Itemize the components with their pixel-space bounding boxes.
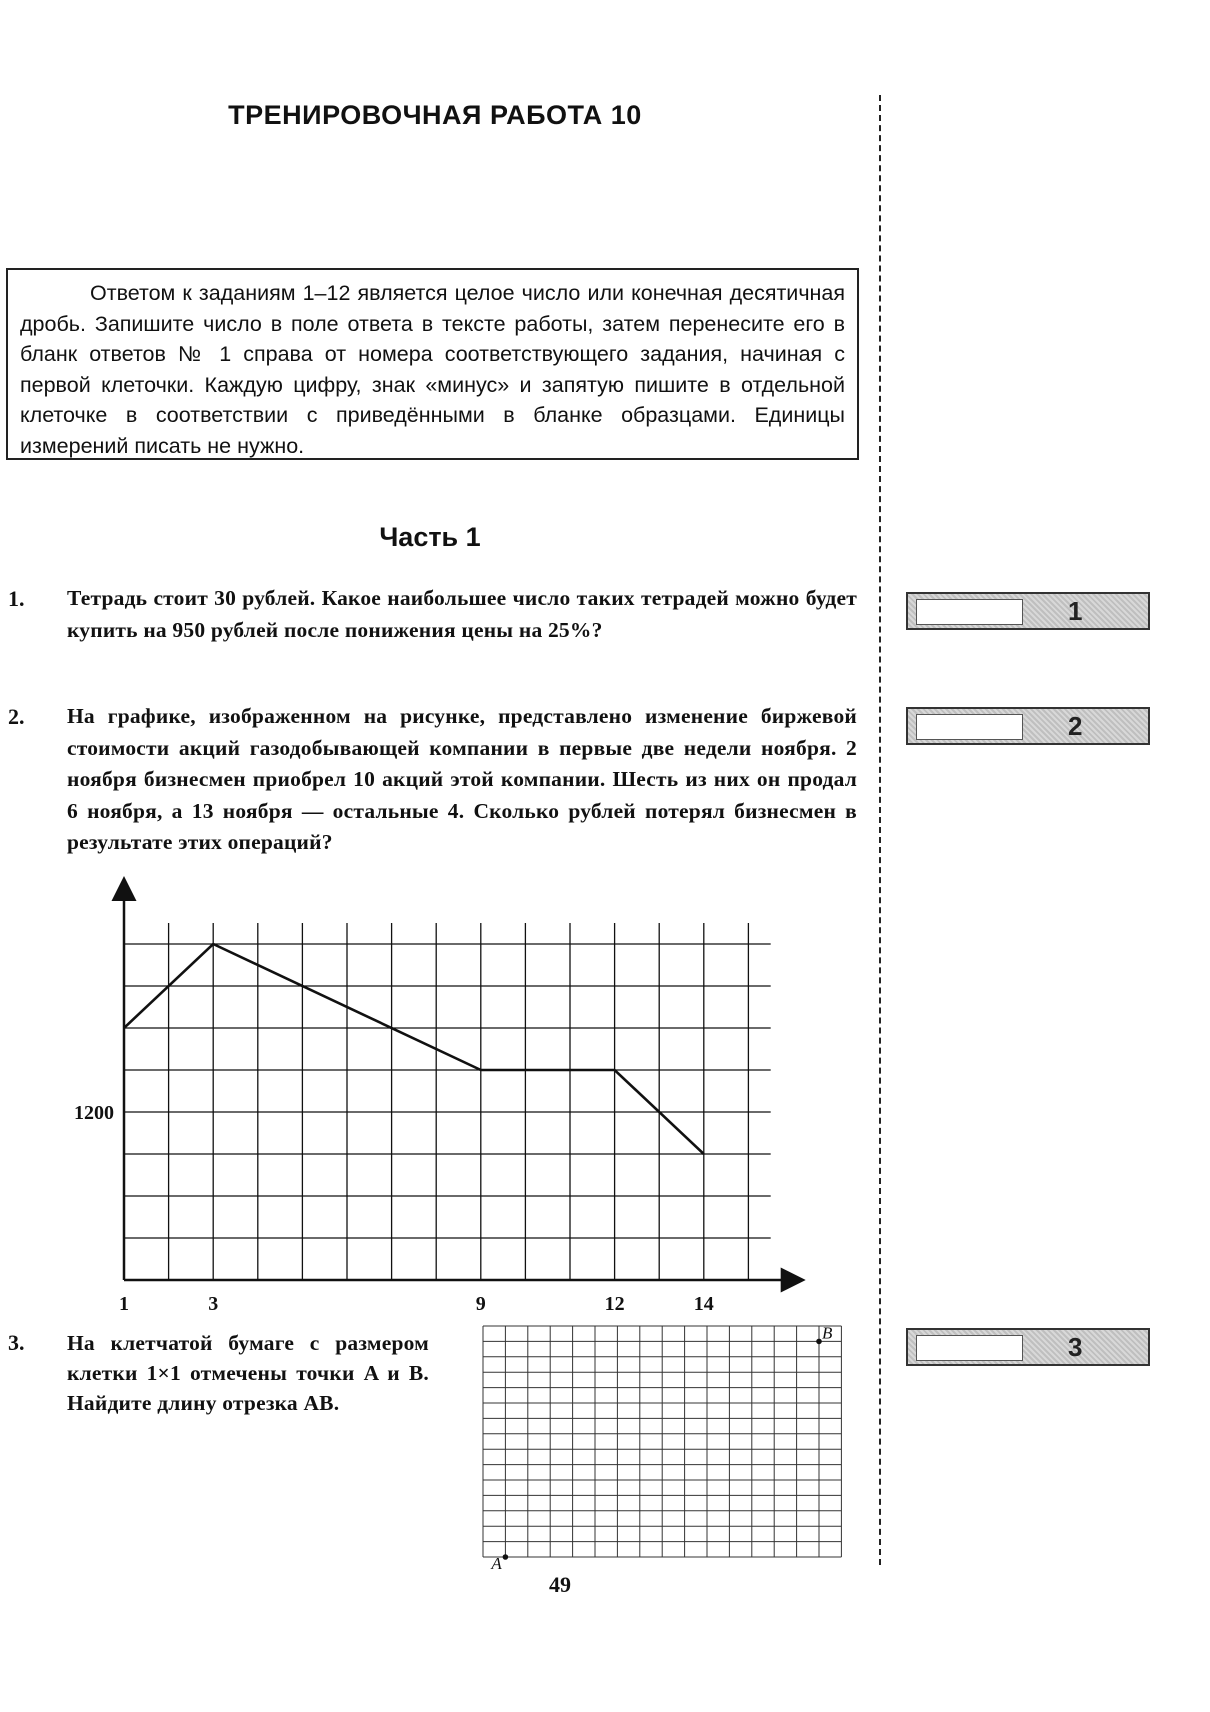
answer-box-1	[906, 592, 1150, 630]
answer-box-2-label: 2	[1068, 711, 1083, 741]
x-tick-label: 3	[208, 1293, 219, 1315]
cut-line	[879, 95, 881, 1565]
task-2-number: 2.	[8, 704, 25, 729]
y-tick-labels	[74, 1102, 114, 1124]
paper-grid	[483, 1326, 841, 1557]
x-tick-labels	[119, 1293, 714, 1315]
answer-box-2	[906, 707, 1150, 745]
stock-price-chart	[40, 875, 810, 1315]
checkered-grid-figure	[478, 1322, 858, 1572]
answer-box-3	[906, 1328, 1150, 1366]
x-tick-label: 12	[604, 1293, 625, 1315]
task-1-number: 1.	[8, 586, 25, 611]
answer-field-1[interactable]	[916, 599, 1023, 625]
point-a	[503, 1554, 509, 1560]
point-a-label: A	[491, 1554, 502, 1572]
y-tick-label: 1200	[74, 1102, 114, 1124]
point-b-label: B	[822, 1323, 833, 1343]
x-tick-label: 9	[475, 1293, 486, 1315]
answer-field-2[interactable]	[916, 714, 1023, 740]
page-number: 49	[549, 1572, 571, 1597]
page-title: ТРЕНИРОВОЧНАЯ РАБОТА 10	[228, 100, 642, 130]
instructions-text: Ответом к заданиям 1–12 является целое число или конечная десятичная дробь. Запишите число в поле ответа в тексте работы, затем перенесите его в бланк ответов № 1 справа от номера соответствующего задания, начиная с первой клеточки. Каждую цифру, знак «минус» и запятую пишите в отдельной клеточке в соответствии с приведёнными в бланке образцами. Единицы измерений писать не нужно.	[20, 281, 845, 458]
x-tick-label: 1	[119, 1293, 129, 1315]
answer-box-1-label: 1	[1068, 596, 1083, 626]
answer-box-3-label: 3	[1068, 1332, 1083, 1362]
point-b	[816, 1339, 822, 1345]
task-3-text: На клетчатой бумаге с размером клетки 1×1 отмечены точки A и B. Найдите длину отрезка AB.	[67, 1331, 429, 1415]
task-1-text: Тетрадь стоит 30 рублей. Какое наибольшее число таких тетрадей можно будет купить на 950 рублей после понижения цены на 25%?	[67, 586, 857, 642]
instructions-box	[6, 268, 859, 460]
task-2-text: На графике, изображенном на рисунке, представлено изменение биржевой стоимости акций газодобывающей компании в первые две недели ноября. 2 ноября бизнесмен приобрел 10 акций этой компании. Шесть из них он продал 6 ноября, а 13 ноября — остальные 4. Сколько рублей потерял бизнесмен в результате этих операций?	[67, 704, 857, 854]
chart-grid	[124, 923, 771, 1280]
answer-field-3[interactable]	[916, 1335, 1023, 1361]
task-3-number: 3.	[8, 1330, 25, 1355]
part-title: Часть 1	[379, 522, 481, 552]
price-series-line	[124, 944, 704, 1154]
x-tick-label: 14	[693, 1293, 714, 1315]
